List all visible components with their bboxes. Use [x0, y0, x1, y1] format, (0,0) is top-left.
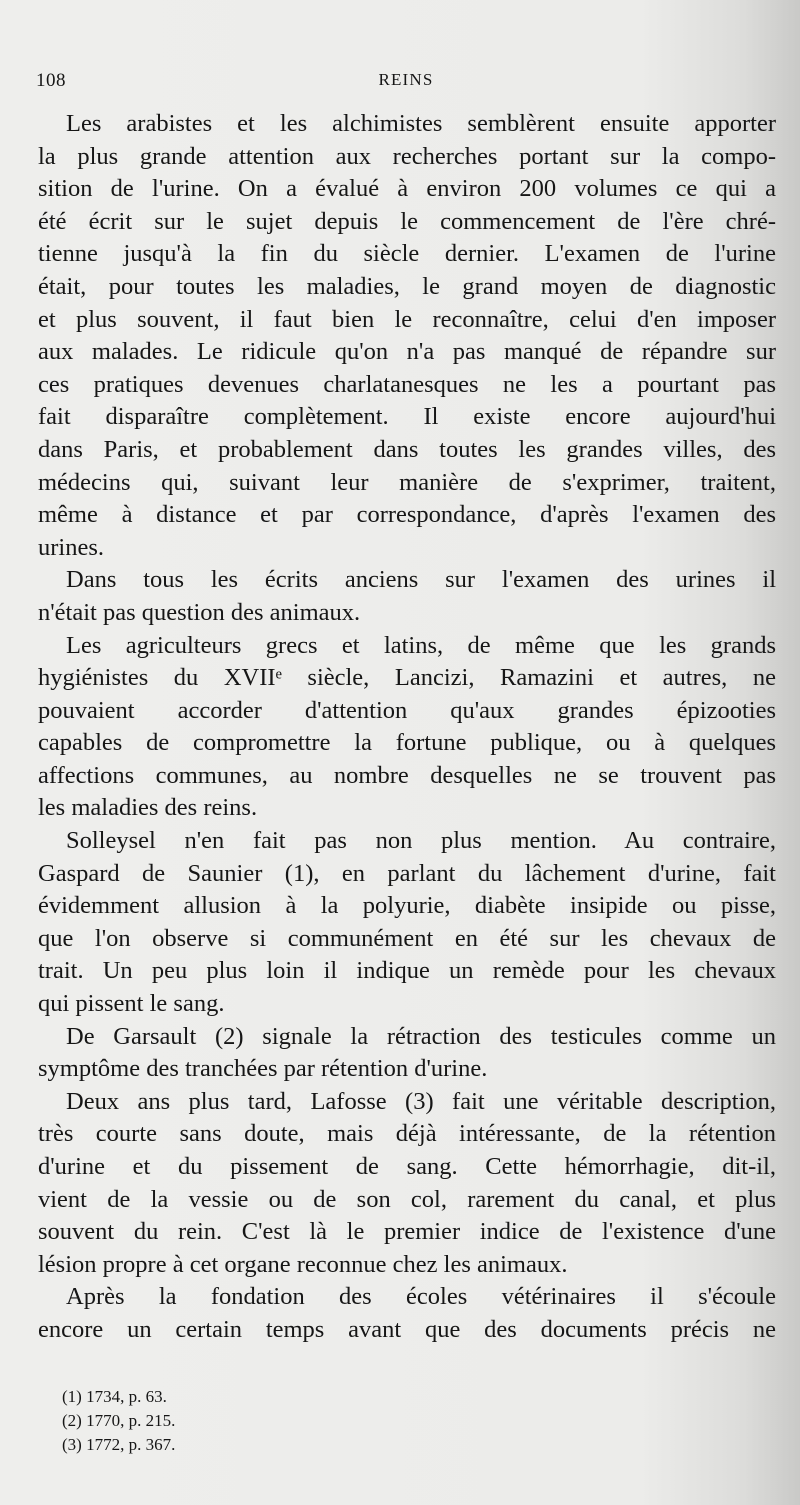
footnote: (2) 1770, p. 215.: [62, 1411, 176, 1430]
text-line: Après la fondation des écoles vétérinaires il s'écoule: [66, 1283, 776, 1311]
text-line: Dans tous les écrits anciens sur l'examen des urines il: [66, 566, 776, 594]
text-line: affections communes, au nombre desquelles ne se trouvent pas: [38, 761, 776, 789]
text-line: Gaspard de Saunier (1), en parlant du lâchement d'urine, fait: [38, 859, 776, 887]
text-line: sition de l'urine. On a évalué à environ 200 volumes ce qui a: [38, 175, 776, 203]
footnote: (3) 1772, p. 367.: [62, 1435, 176, 1454]
text-line: encore un certain temps avant que des documents précis ne: [38, 1315, 776, 1343]
text-line: médecins qui, suivant leur manière de s'exprimer, traitent,: [38, 468, 776, 496]
text-line: ces pratiques devenues charlatanesques ne les a pourtant pas: [38, 370, 776, 398]
body-text: [38, 108, 776, 1347]
text-line: symptôme des tranchées par rétention d'urine.: [38, 1055, 488, 1083]
page-number: 108: [36, 70, 66, 91]
text-line: très courte sans doute, mais déjà intéressante, de la rétention: [38, 1120, 776, 1148]
text-line: fait disparaître complètement. Il existe encore aujourd'hui: [38, 403, 776, 431]
text-line: souvent du rein. C'est là le premier indice de l'existence d'une: [38, 1218, 776, 1246]
text-line: capables de compromettre la fortune publique, ou à quelques: [38, 729, 776, 757]
text-line: été écrit sur le sujet depuis le commencement de l'ère chré-: [38, 207, 776, 235]
text-line: De Garsault (2) signale la rétraction des testicules comme un: [66, 1022, 776, 1050]
footnote: (1) 1734, p. 63.: [62, 1387, 167, 1406]
text-line: lésion propre à cet organe reconnue chez les animaux.: [38, 1250, 568, 1278]
text-line: trait. Un peu plus loin il indique un remède pour les chevaux: [38, 957, 776, 985]
text-line: n'était pas question des animaux.: [38, 598, 361, 626]
page-header: [36, 70, 776, 100]
text-line: d'urine et du pissement de sang. Cette hémorrhagie, dit-il,: [38, 1153, 776, 1180]
text-line: urines.: [38, 533, 104, 561]
text-line: même à distance et par correspondance, d'après l'examen des: [38, 501, 776, 529]
text-line: hygiénistes du XVIIᵉ siècle, Lancizi, Ramazini et autres, ne: [38, 664, 776, 692]
text-line: les maladies des reins.: [38, 794, 258, 822]
text-line: dans Paris, et probablement dans toutes les grandes villes, des: [38, 435, 776, 463]
text-line: vient de la vessie ou de son col, rarement du canal, et plus: [38, 1185, 776, 1213]
text-line: Deux ans plus tard, Lafosse (3) fait une véritable description,: [66, 1087, 776, 1115]
text-line: pouvaient accorder d'attention qu'aux grandes épizooties: [38, 696, 776, 724]
text-line: Les arabistes et les alchimistes semblèrent ensuite apporter: [66, 110, 776, 137]
text-line: évidemment allusion à la polyurie, diabète insipide ou pisse,: [38, 892, 776, 920]
text-line: aux malades. Le ridicule qu'on n'a pas manqué de répandre sur: [38, 338, 776, 366]
footnotes: [62, 1385, 462, 1457]
text-line: était, pour toutes les maladies, le grand moyen de diagnostic: [38, 272, 776, 300]
text-line: la plus grande attention aux recherches portant sur la compo-: [38, 142, 776, 170]
text-line: que l'on observe si communément en été sur les chevaux de: [38, 924, 776, 952]
text-line: Solleysel n'en fait pas non plus mention. Au contraire,: [66, 827, 776, 855]
text-line: et plus souvent, il faut bien le reconnaître, celui d'en imposer: [38, 305, 776, 333]
text-line: tienne jusqu'à la fin du siècle dernier. L'examen de l'urine: [38, 240, 776, 268]
text-line: qui pissent le sang.: [38, 990, 225, 1018]
text-line: Les agriculteurs grecs et latins, de même que les grands: [66, 631, 776, 659]
running-title: REINS: [378, 70, 434, 89]
